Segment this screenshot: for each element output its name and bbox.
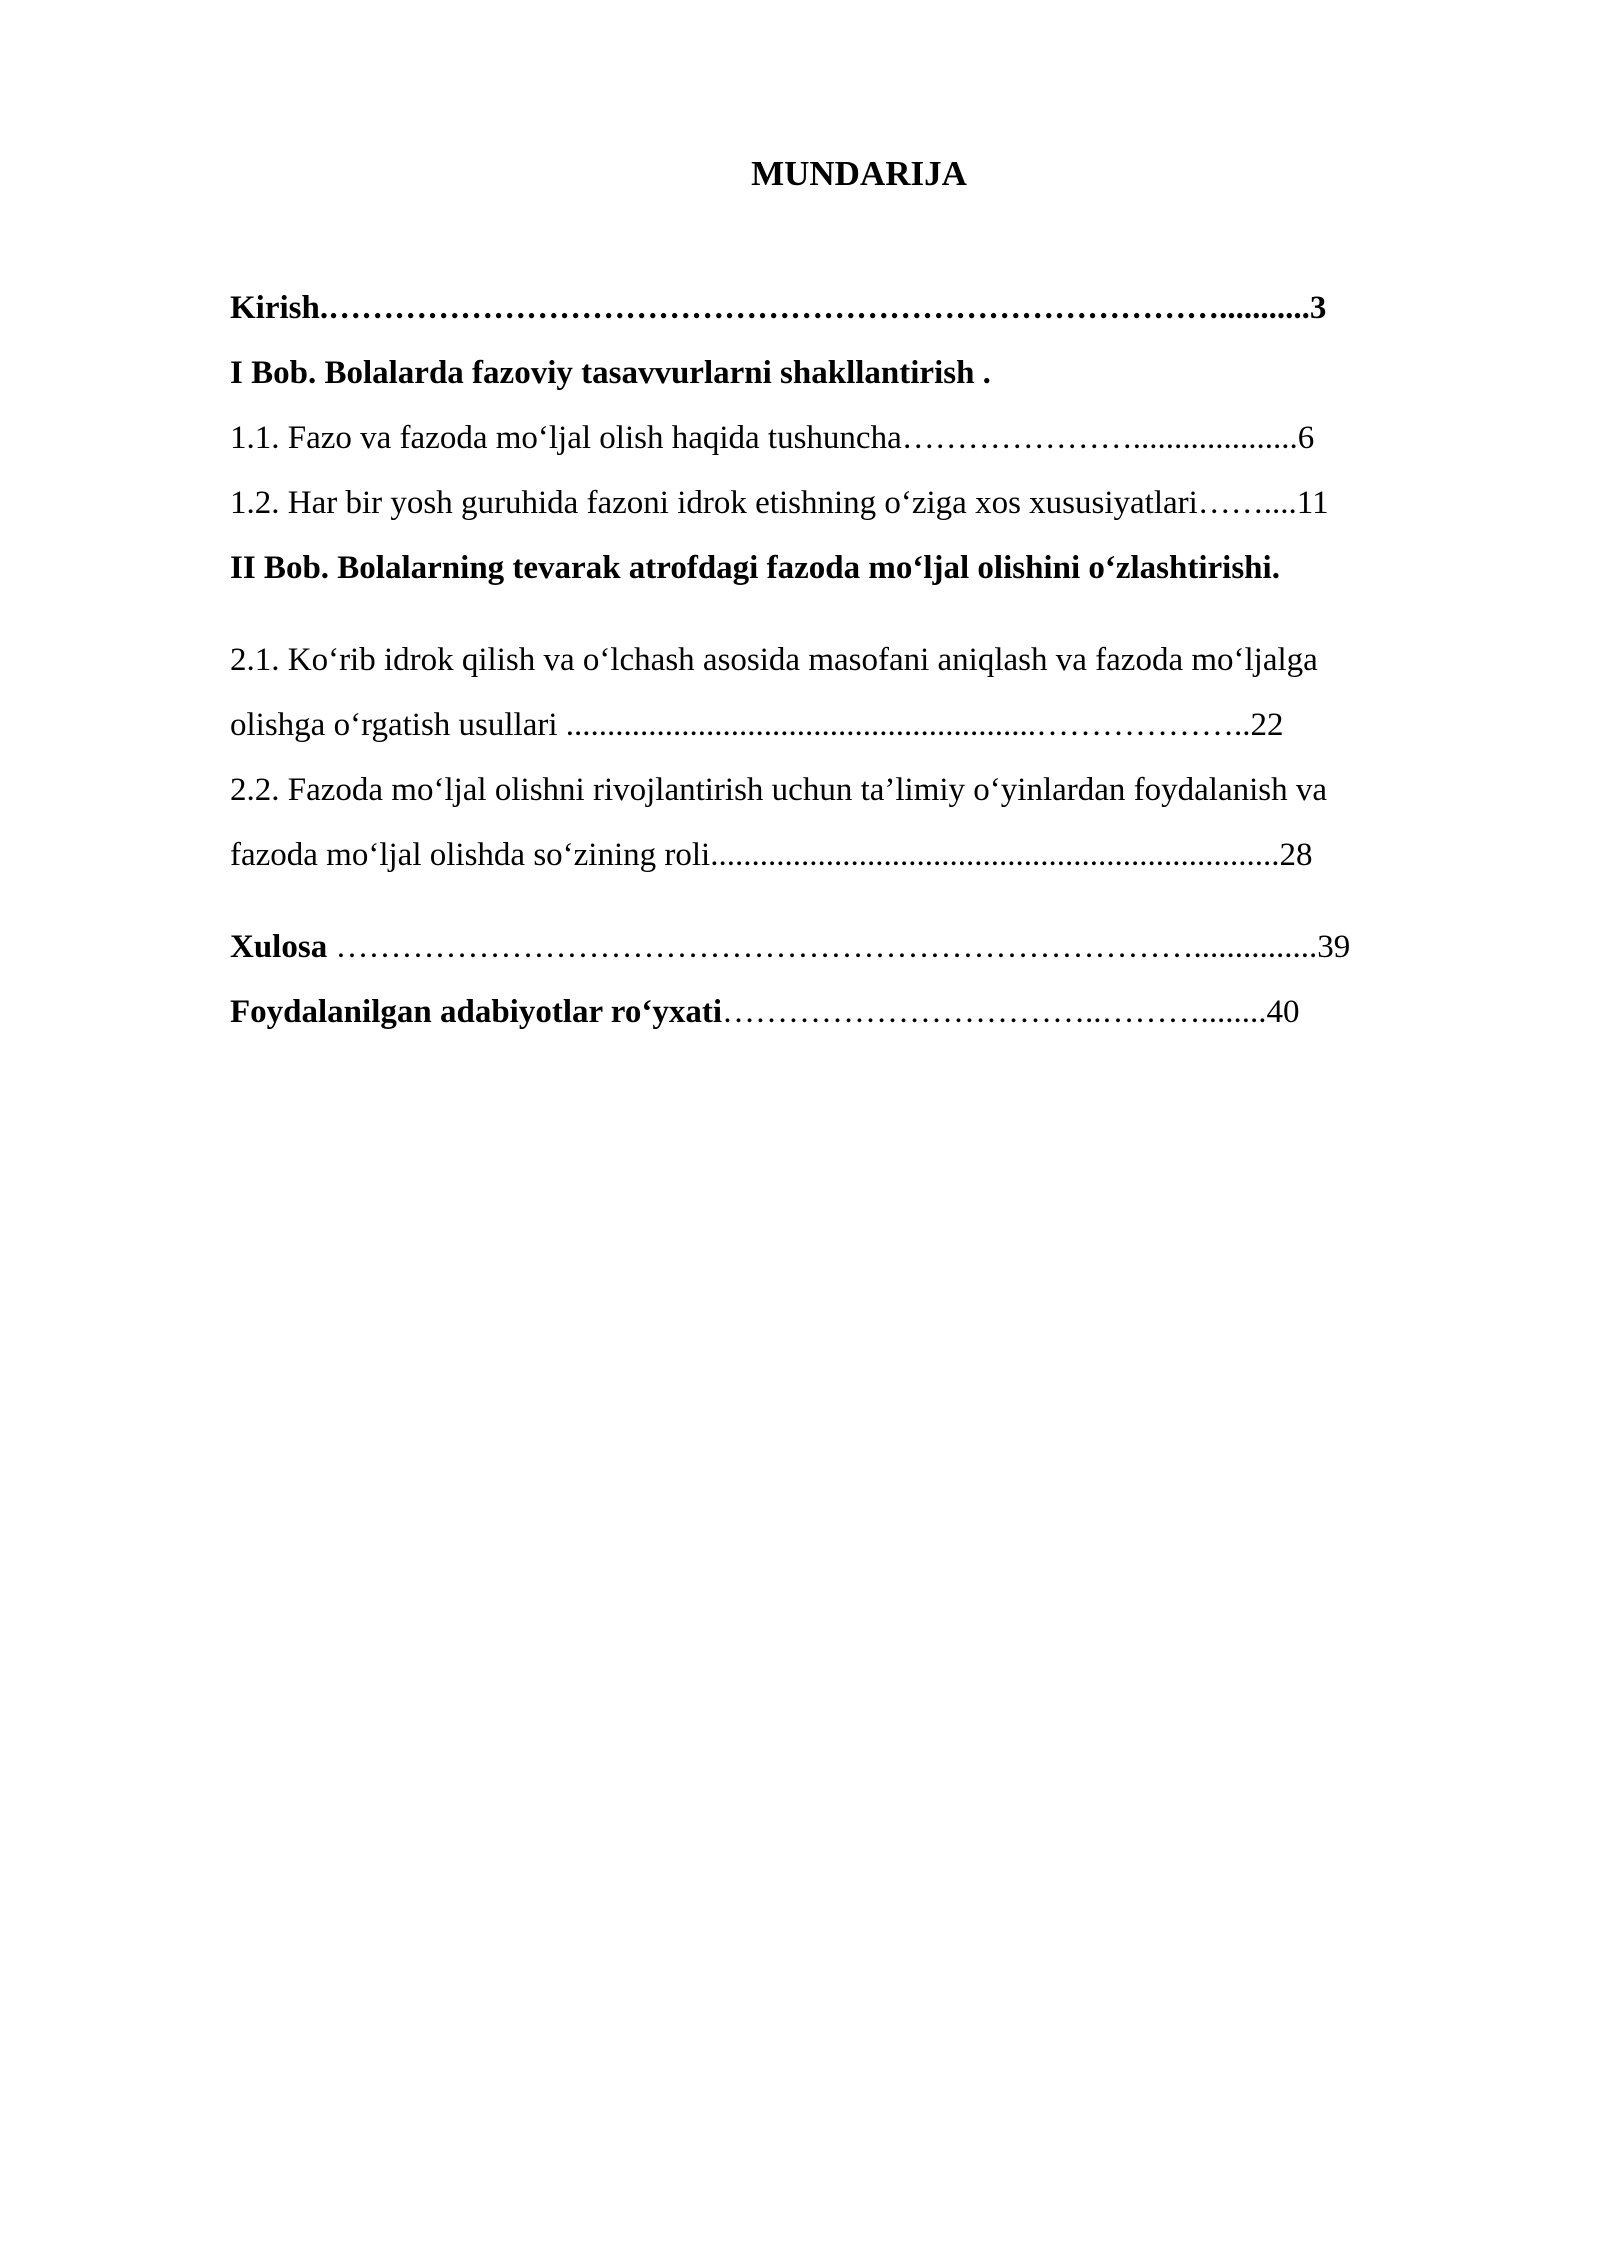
toc-entry-text: Kirish.………………………………………………………………………...........3 — [230, 290, 1327, 326]
document-title: MUNDARIJA — [751, 154, 967, 193]
toc-entry-leader: ……………………………………………………………………...............39 — [327, 929, 1351, 965]
title-wrap — [0, 152, 1600, 196]
toc-entry-xulosa — [230, 925, 1350, 969]
toc-entry-label: Xulosa — [230, 929, 328, 965]
toc-entry-references — [230, 990, 1300, 1034]
toc-entry-kirish — [230, 286, 1326, 330]
toc-chapter-2: II Bob. Bolalarning tevarak atrofdagi fazoda mo‘ljal olishini o‘zlashtirishi. — [230, 550, 1280, 586]
toc-section-1-1: 1.1. Fazo va fazoda mo‘ljal olish haqida tushuncha…………………....................6 — [230, 420, 1315, 456]
toc-entry-label: Foydalanilgan adabiyotlar ro‘yxati — [230, 994, 723, 1030]
toc-entry-leader: ……………………………..………........40 — [722, 994, 1300, 1030]
toc-section-2-2-line-1: 2.2. Fazoda mo‘ljal olishni rivojlantirish uchun ta’limiy o‘yinlardan foydalanish va — [230, 772, 1328, 808]
toc-section-1-2: 1.2. Har bir yosh guruhida fazoni idrok etishning o‘ziga xos xususiyatlari……....11 — [230, 485, 1329, 521]
toc-chapter-1: I Bob. Bolalarda fazoviy tasavvurlarni shakllantirish . — [230, 355, 991, 391]
toc-section-2-2-line-2: fazoda mo‘ljal olishda so‘zining roli.....................................................................28 — [230, 837, 1313, 873]
toc-section-2-1-line-1: 2.1. Ko‘rib idrok qilish va o‘lchash asosida masofani aniqlash va fazoda mo‘ljalga — [230, 642, 1318, 678]
toc-section-2-1-line-2: olishga o‘rgatish usullari .........................................................………………..22 — [230, 707, 1284, 743]
